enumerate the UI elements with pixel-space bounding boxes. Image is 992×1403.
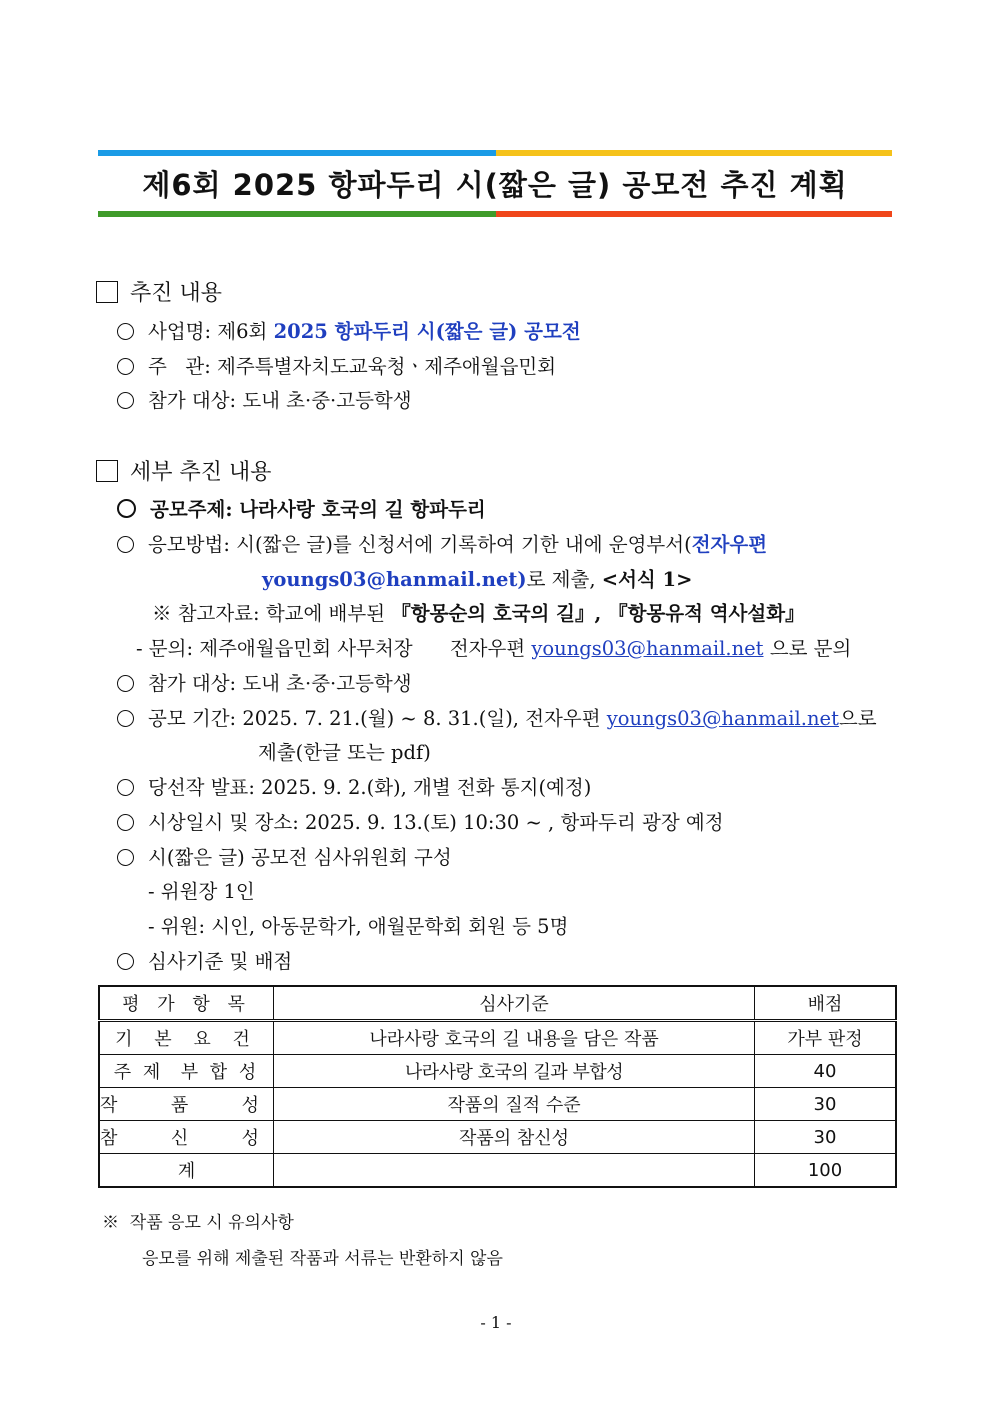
circle-bullet-icon	[117, 323, 134, 340]
table-cell: 기 본 요 건	[99, 1021, 274, 1055]
section2-method-line2: youngs03@hanmail.net)로 제출, <서식 1>	[262, 568, 693, 591]
circle-bullet-icon	[117, 499, 136, 518]
section2-inquiry: - 문의: 제주애월읍민회 사무처장 전자우편 youngs03@hanmail.net 으로 문의	[136, 637, 852, 660]
section2-period: 공모 기간: 2025. 7. 21.(월) ~ 8. 31.(일), 전자우편 youngs03@hanmail.net으로	[117, 703, 877, 731]
checkbox-square-icon	[96, 281, 118, 303]
circle-bullet-icon	[117, 953, 134, 970]
section2-period-line2: 제출(한글 또는 pdf)	[258, 741, 431, 764]
page-number: - 1 -	[480, 1313, 512, 1332]
notes-body: 응모를 위해 제출된 작품과 서류는 반환하지 않음	[142, 1249, 503, 1269]
page-title: 제6회 2025 항파두리 시(짧은 글) 공모전 추진 계획	[142, 168, 848, 202]
table-header-cell: 평 가 항 목	[99, 986, 274, 1021]
circle-bullet-icon	[117, 392, 134, 409]
table-cell: 나라사랑 호국의 길 내용을 담은 작품	[274, 1021, 755, 1055]
section2-reference: ※ 참고자료: 학교에 배부된 『항몽순의 호국의 길』, 『항몽유적 역사설화』	[152, 602, 805, 625]
table-row	[99, 1088, 896, 1121]
title-bar-bottom-left	[98, 211, 496, 217]
table-cell: 40	[755, 1055, 897, 1088]
table-cell: 30	[755, 1088, 897, 1121]
table-header-cell: 배점	[755, 986, 897, 1021]
section2-announce: 당선작 발표: 2025. 9. 2.(화), 개별 전화 통지(예정)	[117, 772, 591, 800]
inquiry-email-link[interactable]: youngs03@hanmail.net	[531, 637, 764, 660]
criteria-table	[98, 985, 897, 1188]
table-cell: 작 품 성	[99, 1088, 274, 1121]
table-cell: 나라사랑 호국의 길과 부합성	[274, 1055, 755, 1088]
section2-theme: 공모주제: 나라사랑 호국의 길 항파두리	[117, 494, 486, 522]
circle-bullet-icon	[117, 675, 134, 692]
section1-item-target: 참가 대상: 도내 초·중·고등학생	[117, 385, 412, 413]
section2-committee: 시(짧은 글) 공모전 심사위원회 구성	[117, 842, 452, 870]
section1-heading: 추진 내용	[96, 276, 222, 307]
circle-bullet-icon	[117, 358, 134, 375]
section1-item-project: 사업명: 제6회 2025 항파두리 시(짧은 글) 공모전	[117, 316, 581, 344]
section2-committee-members: - 위원: 시인, 아동문학가, 애월문학회 회원 등 5명	[148, 915, 569, 938]
table-row	[99, 1055, 896, 1088]
table-header-row	[99, 986, 896, 1021]
section2-ceremony: 시상일시 및 장소: 2025. 9. 13.(토) 10:30 ~ , 항파두리 광장 예정	[117, 807, 724, 835]
table-cell: 100	[755, 1154, 897, 1188]
title-bar-top-left	[98, 150, 496, 156]
table-row	[99, 1021, 896, 1055]
checkbox-square-icon	[96, 460, 118, 482]
table-cell: 주 제 부 합 성	[99, 1055, 274, 1088]
section2-method: 응모방법: 시(짧은 글)를 신청서에 기록하여 기한 내에 운영부서(전자우편	[117, 529, 767, 557]
section2-criteria-heading: 심사기준 및 배점	[117, 946, 292, 974]
circle-bullet-icon	[117, 710, 134, 727]
table-row	[99, 1121, 896, 1154]
title-bar-top-right	[496, 150, 892, 156]
section2-target: 참가 대상: 도내 초·중·고등학생	[117, 668, 412, 696]
table-cell: 계	[99, 1154, 274, 1188]
table-cell	[274, 1154, 755, 1188]
circle-bullet-icon	[117, 814, 134, 831]
section2-committee-chair: - 위원장 1인	[148, 880, 255, 903]
circle-bullet-icon	[117, 536, 134, 553]
period-email-link[interactable]: youngs03@hanmail.net	[606, 707, 839, 730]
section1-item-organizer: 주 관: 제주특별자치도교육청ㆍ제주애월읍민회	[117, 351, 556, 379]
notes-heading: ※ 작품 응모 시 유의사항	[102, 1213, 294, 1233]
table-cell: 가부 판정	[755, 1021, 897, 1055]
circle-bullet-icon	[117, 779, 134, 796]
table-row	[99, 1154, 896, 1188]
table-header-cell: 심사기준	[274, 986, 755, 1021]
title-bar-bottom-right	[496, 211, 892, 217]
table-cell: 30	[755, 1121, 897, 1154]
table-cell: 작품의 참신성	[274, 1121, 755, 1154]
table-cell: 작품의 질적 수준	[274, 1088, 755, 1121]
section2-heading: 세부 추진 내용	[96, 455, 272, 486]
table-cell: 참 신 성	[99, 1121, 274, 1154]
circle-bullet-icon	[117, 849, 134, 866]
